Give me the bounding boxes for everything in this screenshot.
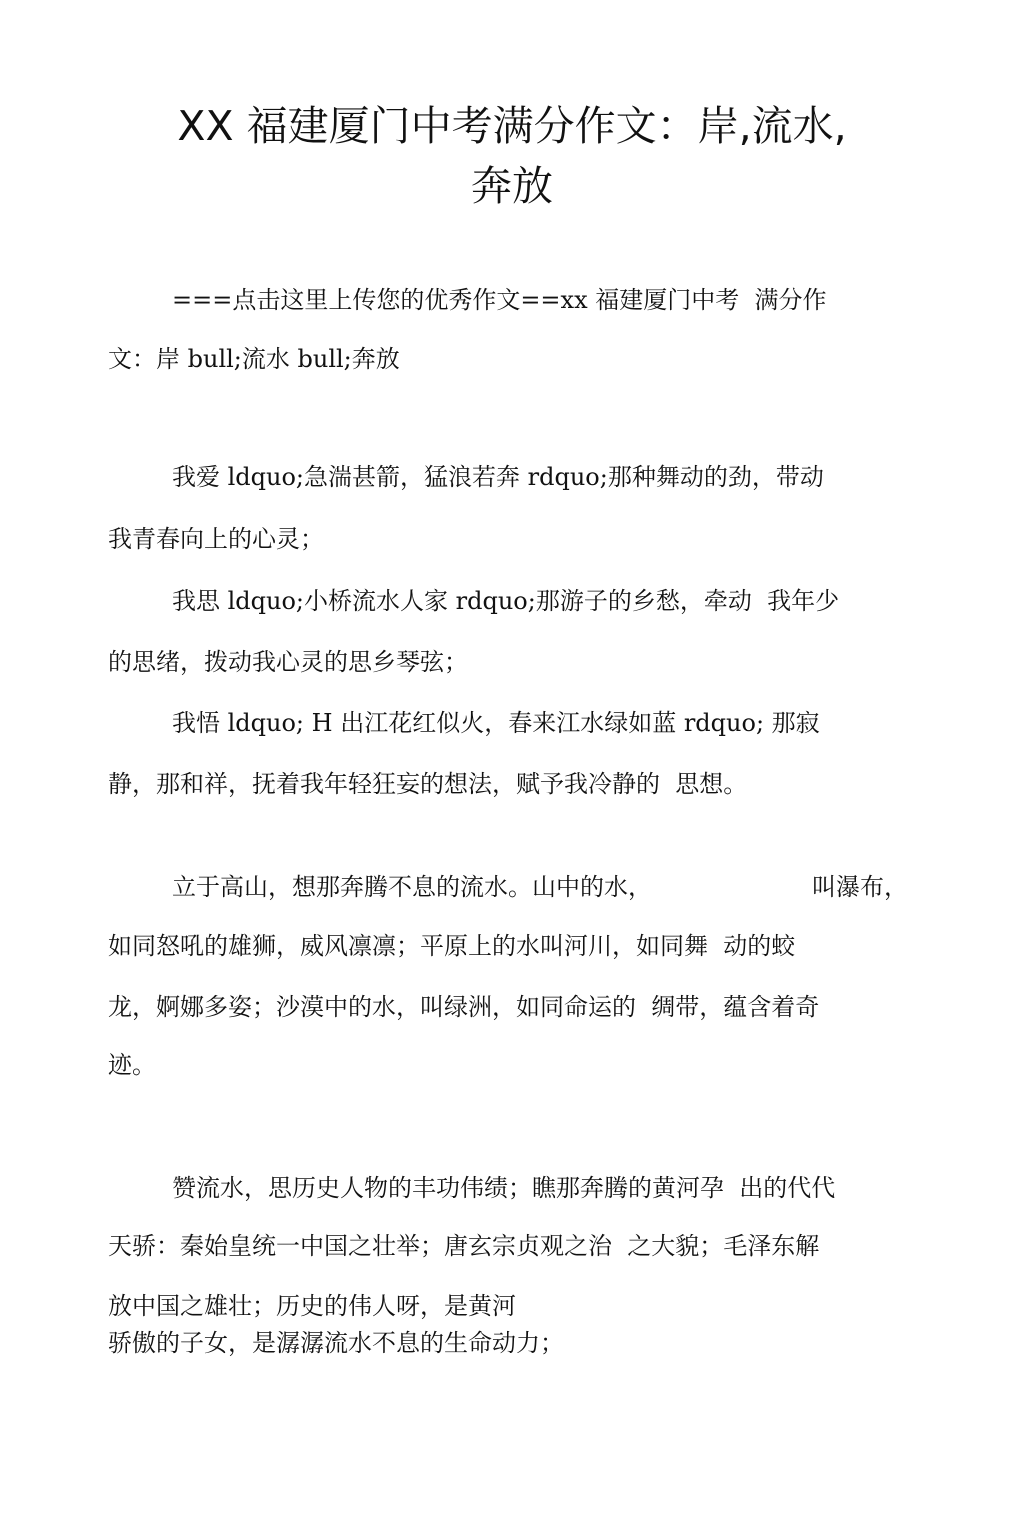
paragraph-6-line-2: 天骄：秦始皇统一中国之壮举；唐玄宗贞观之治 之大貌；毛泽东解	[108, 1232, 820, 1260]
paragraph-4-line-2: 静，那和祥，抚着我年轻狂妄的想法，赋予我冷静的 思想。	[108, 770, 748, 798]
paragraph-5-line-3: 龙，婀娜多姿；沙漠中的水，叫绿洲，如同命运的 绸带，蕴含着奇	[108, 993, 820, 1021]
paragraph-2-line-1: 我爱 ldquo;急湍甚箭，猛浪若奔 rdquo;那种舞动的劲，带动	[172, 463, 824, 491]
paragraph-5-line-1b: 叫瀑布，	[812, 873, 908, 901]
paragraph-3-line-2: 的思绪，拨动我心灵的思乡琴弦；	[108, 648, 468, 676]
title-line-1: XX 福建厦门中考满分作文：岸,流水,	[177, 102, 847, 150]
paragraph-1-line-2: 文：岸 bull;流水 bull;奔放	[108, 345, 400, 373]
paragraph-5-line-1a: 立于高山，想那奔腾不息的流水。山中的水，	[172, 873, 652, 901]
paragraph-1-line-1: ===点击这里上传您的优秀作文==xx 福建厦门中考 满分作	[172, 286, 827, 314]
paragraph-6-line-3: 放中国之雄壮；历史的伟人呀，是黄河	[108, 1292, 516, 1320]
paragraph-5-line-2: 如同怒吼的雄狮，威风凛凛；平原上的水叫河川，如同舞 动的蛟	[108, 932, 796, 960]
paragraph-3-line-1: 我思 ldquo;小桥流水人家 rdquo;那游子的乡愁，牵动 我年少	[172, 587, 840, 615]
paragraph-6-line-1: 赞流水，思历史人物的丰功伟绩；瞧那奔腾的黄河孕 出的代代	[172, 1174, 836, 1202]
paragraph-4-line-1: 我悟 ldquo; H 出江花红似火，春来江水绿如蓝 rdquo; 那寂	[172, 709, 820, 737]
title-line-2: 奔放	[471, 162, 553, 210]
paragraph-2-line-2: 我青春向上的心灵；	[108, 525, 324, 553]
paragraph-5-line-4: 迹。	[108, 1051, 156, 1079]
paragraph-6-line-4: 骄傲的子女，是潺潺流水不息的生命动力；	[108, 1329, 564, 1357]
